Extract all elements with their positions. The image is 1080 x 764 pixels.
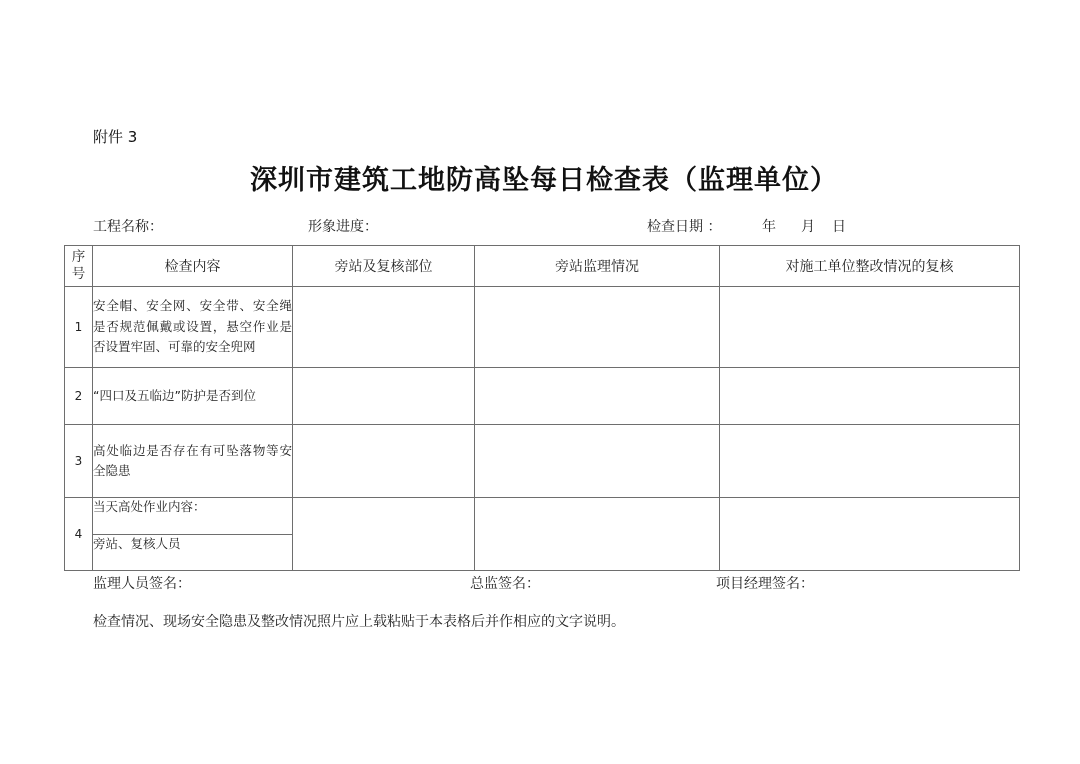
table-row (65, 368, 1020, 425)
location-cell[interactable] (293, 368, 475, 425)
supervisor-signature-label: 监理人员签名： (93, 576, 191, 592)
inspection-table (64, 245, 1020, 571)
header-location: 旁站及复核部位 (293, 246, 475, 287)
supervision-cell[interactable] (475, 287, 720, 368)
header-supervision: 旁站监理情况 (475, 246, 720, 287)
supervision-cell[interactable] (475, 425, 720, 498)
check-content: 安全帽、安全网、安全带、安全绳是否规范佩戴或设置，悬空作业是否设置牢固、可靠的安全兜网 (93, 287, 293, 368)
row-number: 2 (65, 368, 93, 425)
row-number: 1 (65, 287, 93, 368)
inspection-date-label: 检查日期 ： (647, 219, 722, 235)
location-cell[interactable] (293, 425, 475, 498)
table-header-row (65, 246, 1020, 287)
table-row (65, 498, 1020, 535)
inspector-personnel-field[interactable]: 旁站、复核人员 (93, 535, 293, 571)
attachment-label: 附件 3 (93, 128, 138, 146)
row-number: 3 (65, 425, 93, 498)
progress-label: 形象进度： (308, 219, 378, 235)
location-cell[interactable] (293, 498, 475, 571)
supervision-cell[interactable] (475, 498, 720, 571)
page-title: 深圳市建筑工地防高坠每日检查表（监理单位） (250, 165, 838, 196)
review-cell[interactable] (720, 498, 1020, 571)
header-review: 对施工单位整改情况的复核 (720, 246, 1020, 287)
month-label: 月 (801, 219, 815, 235)
review-cell[interactable] (720, 287, 1020, 368)
project-manager-signature-label: 项目经理签名： (716, 576, 814, 592)
year-label: 年 (762, 219, 776, 235)
review-cell[interactable] (720, 368, 1020, 425)
supervision-cell[interactable] (475, 368, 720, 425)
check-content: 高处临边是否存在有可坠落物等安全隐患 (93, 425, 293, 498)
header-content: 检查内容 (93, 246, 293, 287)
project-name-label: 工程名称： (93, 219, 163, 235)
review-cell[interactable] (720, 425, 1020, 498)
work-content-field[interactable]: 当天高处作业内容： (93, 498, 293, 535)
row-number: 4 (65, 498, 93, 571)
table-row (65, 287, 1020, 368)
day-label: 日 (832, 219, 846, 235)
photo-upload-note: 检查情况、现场安全隐患及整改情况照片应上载粘贴于本表格后并作相应的文字说明。 (93, 614, 625, 630)
location-cell[interactable] (293, 287, 475, 368)
header-no: 序号 (65, 246, 93, 287)
check-content: “四口及五临边”防护是否到位 (93, 368, 293, 425)
table-row (65, 425, 1020, 498)
chief-supervisor-signature-label: 总监签名： (470, 576, 540, 592)
